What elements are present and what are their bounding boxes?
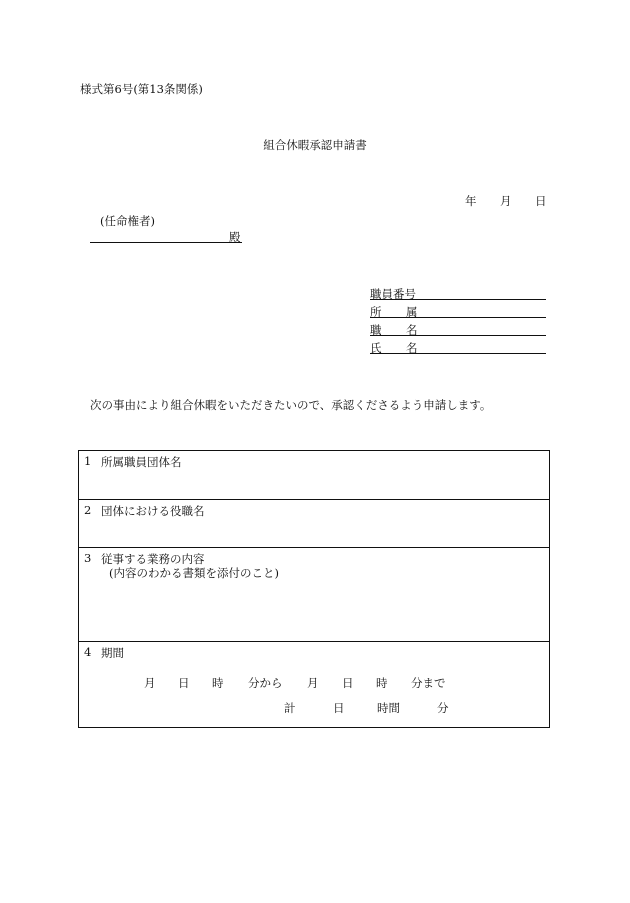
row-number: 2: [84, 503, 92, 517]
date-year-label: 年: [465, 194, 477, 208]
duties-label: 従事する業務の内容: [101, 552, 205, 566]
staff-number-field[interactable]: [370, 286, 546, 300]
name-field[interactable]: [370, 340, 546, 354]
affiliation-label-part1: 所: [370, 305, 382, 319]
appointing-authority-label: (任命権者): [100, 214, 155, 228]
affiliation-field[interactable]: [370, 304, 546, 318]
union-name-label: 所属職員団体名: [101, 455, 182, 469]
addressee-honorific: 殿: [229, 230, 241, 244]
union-role-cell[interactable]: [79, 500, 549, 548]
period-from-hour: 時: [212, 676, 224, 690]
addressee-field[interactable]: [90, 229, 242, 243]
duties-cell[interactable]: [79, 548, 549, 642]
staff-number-label: 職員番号: [370, 287, 416, 301]
affiliation-label-part2: 属: [406, 305, 418, 319]
name-label-part1: 氏: [370, 341, 382, 355]
date-day-label: 日: [535, 194, 547, 208]
position-label-part1: 職: [370, 323, 382, 337]
period-total-hours: 時間: [377, 701, 400, 715]
period-label: 期間: [101, 646, 124, 660]
period-from-day: 日: [178, 676, 190, 690]
row-number: 1: [84, 454, 92, 468]
period-to-day: 日: [342, 676, 354, 690]
period-from-month: 月: [144, 676, 156, 690]
period-cell[interactable]: [79, 642, 549, 728]
duties-note: (内容のわかる書類を添付のこと): [109, 566, 279, 580]
row-number: 3: [84, 551, 92, 565]
request-statement: 次の事由により組合休暇をいただきたいので、承認くださるよう申請します。: [90, 398, 492, 412]
period-total-minutes: 分: [437, 701, 449, 715]
position-label-part2: 名: [406, 323, 418, 337]
position-field[interactable]: [370, 322, 546, 336]
period-to-hour: 時: [376, 676, 388, 690]
date-month-label: 月: [500, 194, 512, 208]
period-total-label: 計: [284, 701, 296, 715]
period-from-minute: 分から: [248, 676, 283, 690]
union-name-cell[interactable]: [79, 451, 549, 500]
form-number: 様式第6号(第13条関係): [80, 82, 203, 96]
period-to-minute: 分まで: [411, 676, 446, 690]
period-total-days: 日: [333, 701, 345, 715]
row-number: 4: [84, 645, 92, 659]
document-title: 組合休暇承認申請書: [263, 138, 367, 152]
union-role-label: 団体における役職名: [101, 504, 205, 518]
application-table: [78, 450, 550, 728]
period-to-month: 月: [307, 676, 319, 690]
name-label-part2: 名: [406, 341, 418, 355]
